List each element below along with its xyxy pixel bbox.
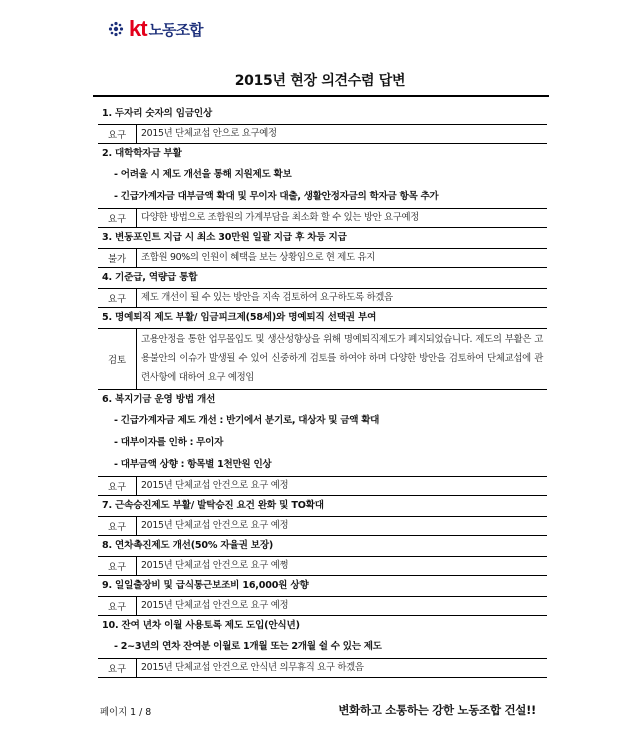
item-heading: 4. 기준급, 역량급 통합 [102, 272, 198, 283]
answer-text: 제도 개선이 될 수 있는 방안을 지속 검토하여 요구하도록 하겠음 [141, 292, 393, 303]
item-sub-point: - 대부금액 상향 : 항목별 1천만원 인상 [114, 459, 272, 470]
answer-text: 2015년 단체교섭 안건으로 요구 예정 [141, 600, 289, 611]
answer-text: 고용안정을 통한 업무몰입도 및 생산성향상을 위해 명예퇴직제도가 폐지되었습니다. 제도의 부활은 고용불안의 이슈가 발생될 수 있어 신중하게 검토를 하여야 하며 다양한 방안을 검토하여 단체교섭에 관련사항에 대하여 요구 예정임 [141, 334, 543, 383]
item-sub-point: - 긴급가계자금 대부금액 확대 및 무이자 대출, 생활안정자금의 학자금 항목 추가 [114, 191, 439, 202]
answer-text: 2015년 단체교섭 안건으로 요구 예쩡 [141, 560, 289, 571]
item-sub-point: - 대부이자를 인하 : 무이자 [114, 437, 224, 448]
answer-status-label: 요구 [98, 517, 137, 535]
answer-status-label: 불가 [98, 249, 137, 267]
answer-text: 2015년 단체교섭 안건으로 요구 예정 [141, 520, 289, 531]
answer-status-label: 요구 [98, 209, 137, 227]
answer-row [98, 516, 547, 536]
answer-status-label: 검토 [98, 329, 137, 389]
item-sub-point: - 어려울 시 제도 개선을 통해 지원제도 확보 [114, 169, 292, 180]
answer-row [98, 124, 547, 144]
document-title: 2015년 현장 의견수렴 답변 [234, 73, 406, 89]
logo-dots-icon [108, 21, 124, 37]
item-heading: 5. 명예퇴직 제도 부활/ 임금피크제(58세)와 명예퇴직 선택권 부여 [102, 312, 377, 323]
answer-row [98, 208, 547, 228]
answer-row [98, 328, 547, 390]
item-heading: 9. 일일출장비 및 급식통근보조비 16,000원 상향 [102, 580, 309, 591]
page-number: 페이지 1 / 8 [100, 707, 152, 718]
answer-status-label: 요구 [98, 477, 137, 495]
logo-text: 노동조합 [148, 20, 203, 39]
kt-union-logo [108, 16, 203, 42]
answer-row [98, 476, 547, 496]
answer-status-label: 요구 [98, 289, 137, 307]
item-heading: 6. 복지기금 운영 방법 개선 [102, 394, 216, 405]
answer-status-label: 요구 [98, 597, 137, 615]
item-heading: 1. 두자리 숫자의 임금인상 [102, 108, 213, 119]
answer-status-label: 요구 [98, 557, 137, 575]
footer-slogan: 변화하고 소통하는 강한 노동조합 건설!! [338, 703, 536, 717]
item-sub-point: - 2~3년의 연차 잔여분 이월로 1개월 또는 2개월 쉴 수 있는 제도 [114, 641, 382, 652]
answer-text: 2015년 단체교섭 안건으로 요구 예정 [141, 480, 289, 491]
answer-text: 다양한 방법으로 조합원의 가계부담을 최소화 할 수 있는 방안 요구예정 [141, 212, 420, 223]
answer-text: 조합원 90%의 인원이 혜택을 보는 상황임으로 현 제도 유지 [141, 252, 376, 263]
item-heading: 3. 변동포인트 지급 시 최소 30만원 일괄 지급 후 차등 지급 [102, 232, 347, 243]
answer-row [98, 596, 547, 616]
logo-mark: kt [129, 16, 147, 41]
answer-row [98, 658, 547, 678]
response-list [98, 104, 547, 678]
answer-row [98, 288, 547, 308]
answer-row [98, 248, 547, 268]
answer-status-label: 요구 [98, 125, 137, 143]
answer-text: 2015년 단체교섭 안으로 요구예정 [141, 128, 277, 139]
title-rule [93, 95, 549, 97]
answer-row [98, 556, 547, 576]
answer-status-label: 요구 [98, 659, 137, 677]
answer-text: 2015년 단체교섭 안건으로 안식년 의무휴직 요구 하겠음 [141, 662, 364, 673]
item-heading: 7. 근속승진제도 부활/ 발탁승진 요건 완화 및 TO확대 [102, 500, 324, 511]
item-heading: 2. 대학학자금 부활 [102, 148, 182, 159]
item-sub-point: - 긴급가계자금 제도 개선 : 반기에서 분기로, 대상자 및 금액 확대 [114, 415, 380, 426]
item-heading: 10. 잔여 년차 이월 사용토록 제도 도입(안식년) [102, 620, 300, 631]
item-heading: 8. 연차촉진제도 개선(50% 자율권 보장) [102, 540, 274, 551]
